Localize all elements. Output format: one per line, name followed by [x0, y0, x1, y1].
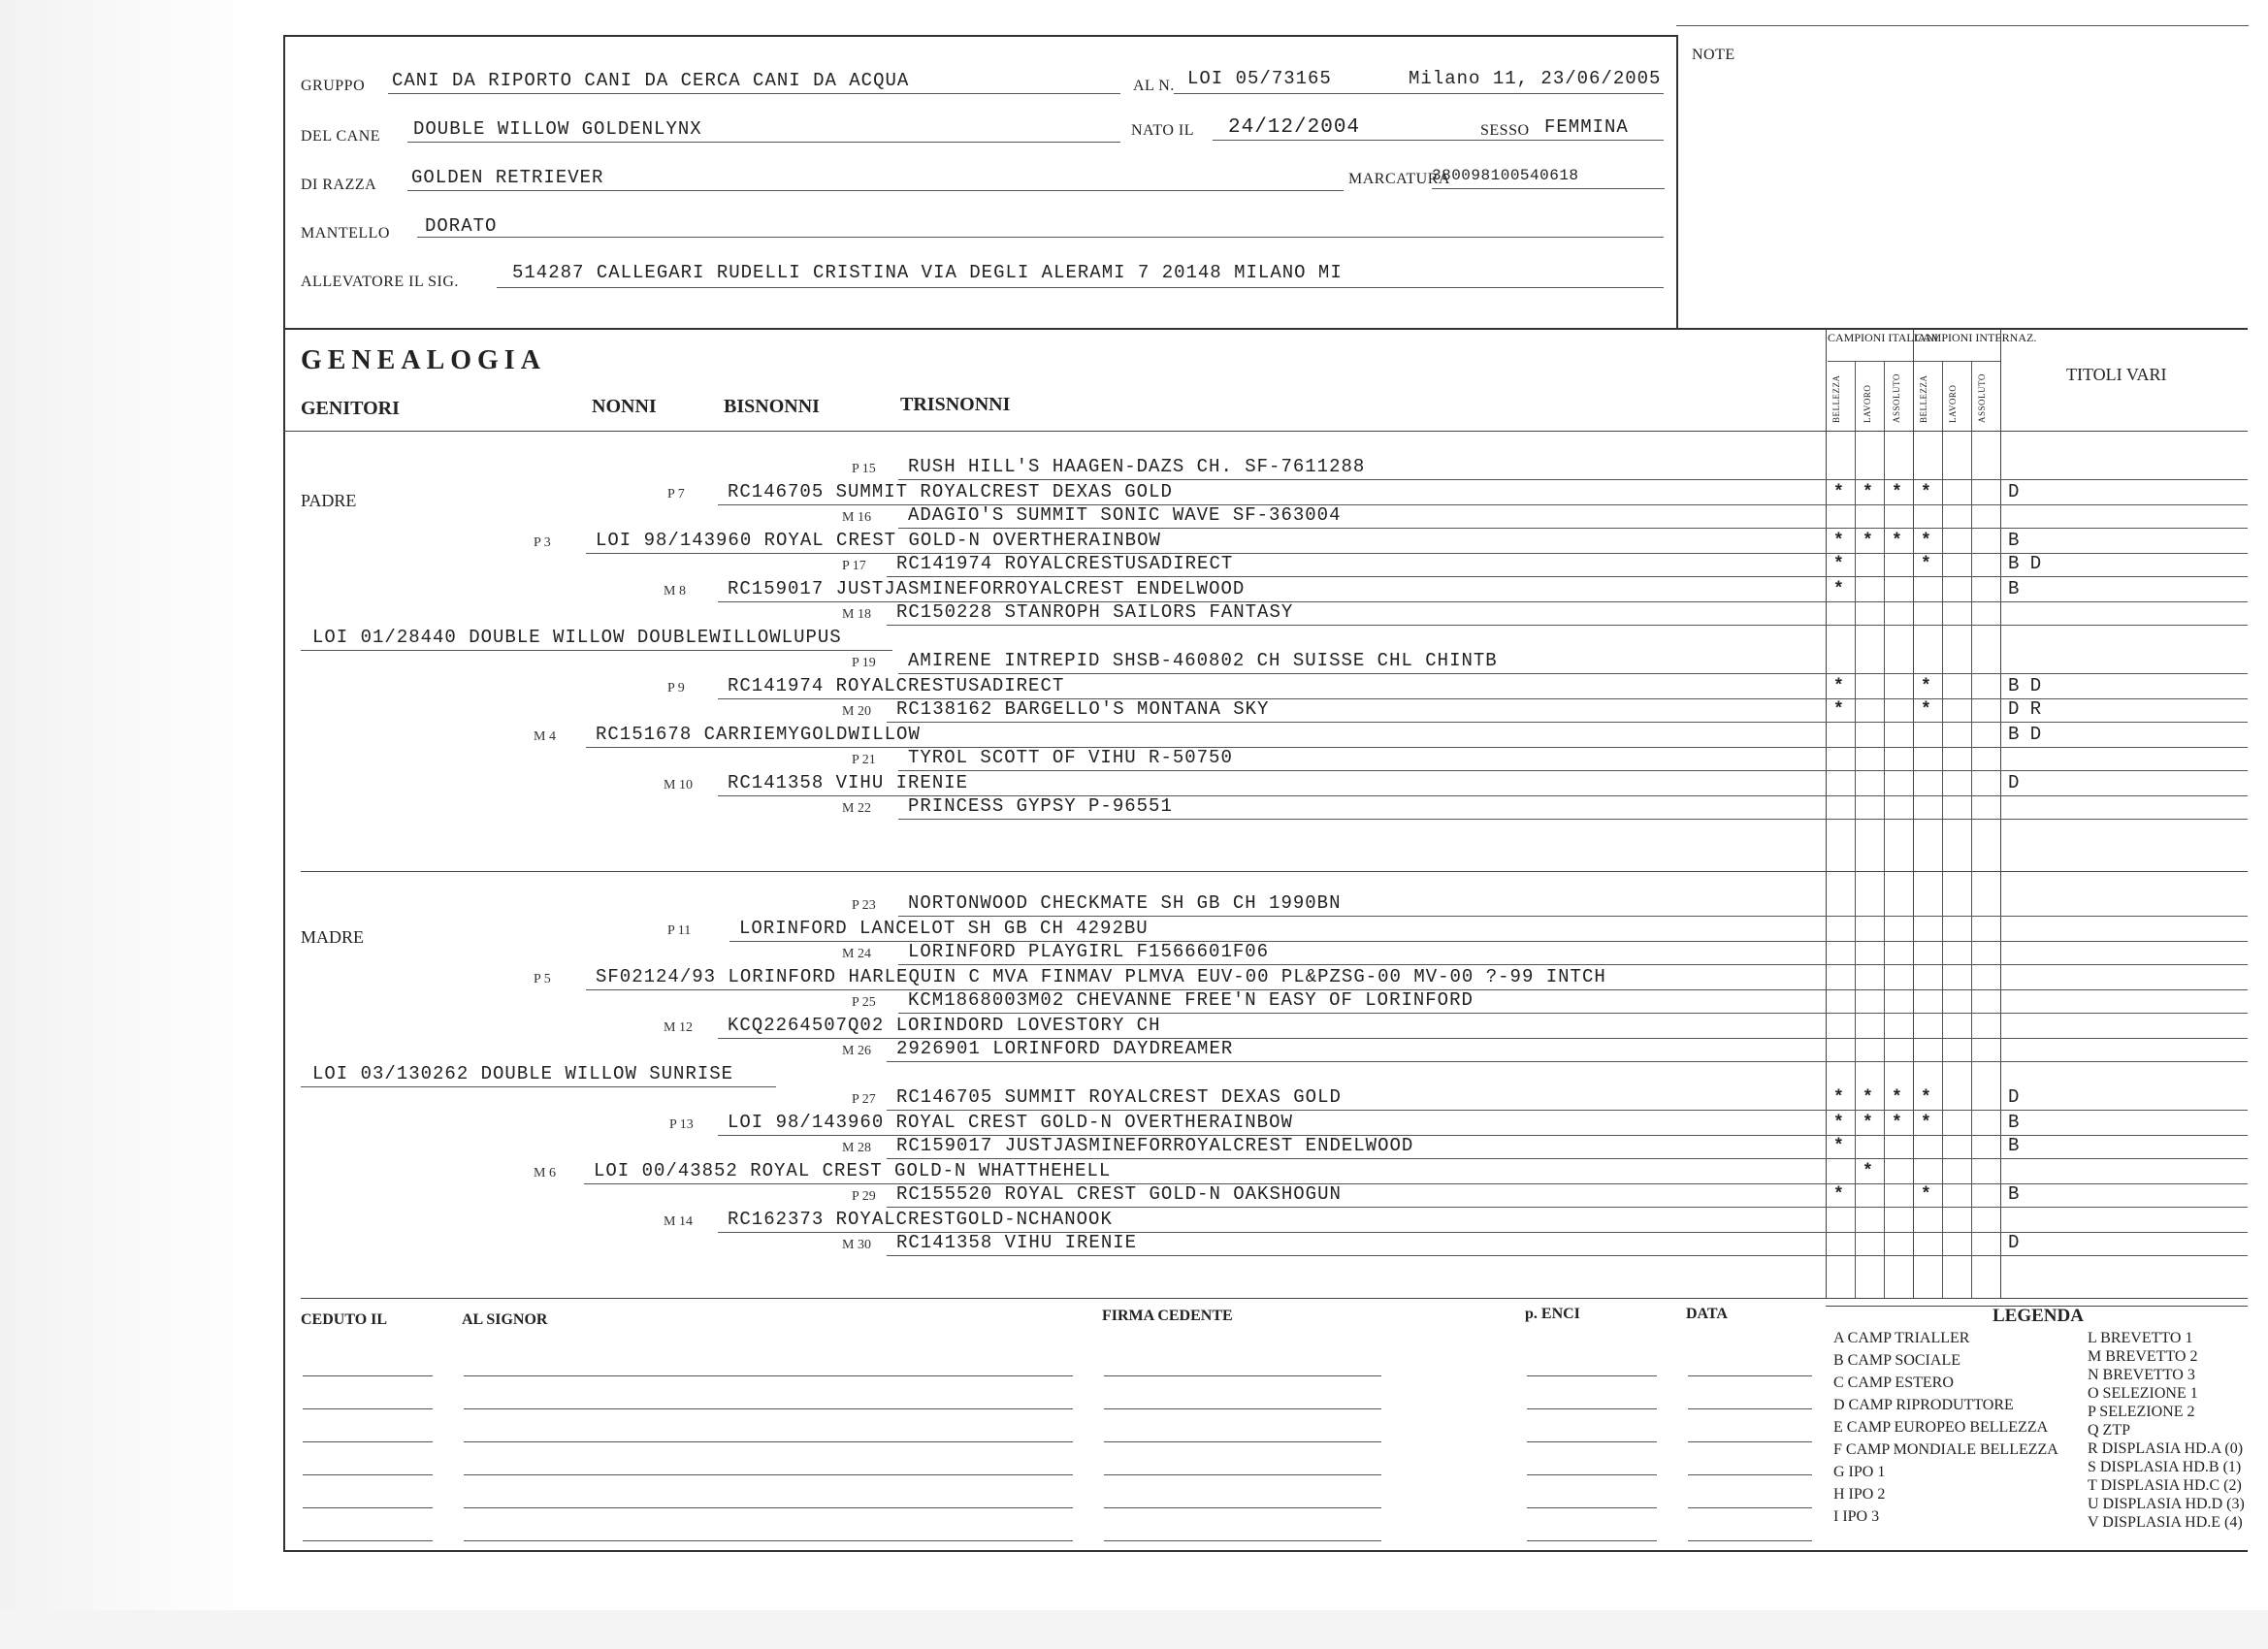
ancestor-tag: M 4	[534, 729, 556, 744]
champion-mark: *	[1833, 580, 1844, 599]
ancestor-tag: M 16	[842, 510, 871, 525]
signature-line	[303, 1507, 433, 1508]
nato-label: NATO IL	[1131, 122, 1194, 139]
ancestor-tag: P 21	[852, 753, 876, 767]
champion-mark: *	[1833, 532, 1844, 551]
ancestor-tag: M 28	[842, 1141, 871, 1155]
ancestor-name: RC141358 VIHU IRENIE	[896, 1232, 1138, 1253]
razza-label: DI RAZZA	[301, 177, 377, 193]
signature-line	[1527, 1474, 1657, 1475]
row-rule	[898, 770, 2248, 771]
row-rule	[887, 576, 2248, 577]
ancestor-name: RC155520 ROYAL CREST GOLD-N OAKSHOGUN	[896, 1183, 1342, 1205]
champion-mark: *	[1892, 483, 1902, 502]
col-int-assoluto: ASSOLUTO	[1977, 373, 1987, 423]
titoli-vari-value: D	[2008, 1086, 2020, 1108]
ancestor-name: 2926901 LORINFORD DAYDREAMER	[896, 1038, 1234, 1059]
scan-margin-shade	[0, 0, 272, 1649]
data-label: DATA	[1686, 1306, 1728, 1322]
ancestor-tag: M 20	[842, 704, 871, 719]
signature-line	[1104, 1375, 1381, 1376]
row-rule	[887, 1255, 2248, 1256]
ancestor-tag: P 9	[667, 681, 685, 695]
ancestor-name: RC141974 ROYALCRESTUSADIRECT	[728, 675, 1065, 696]
legend-item: R DISPLASIA HD.A (0)	[2088, 1440, 2244, 1457]
champion-mark: *	[1833, 1114, 1844, 1133]
signature-line	[1527, 1507, 1657, 1508]
legend-item: B CAMP SOCIALE	[1833, 1352, 1960, 1369]
row-rule	[887, 1061, 2248, 1062]
mantello-value: DORATO	[425, 215, 498, 237]
col-it-assoluto: ASSOLUTO	[1892, 373, 1901, 423]
ancestor-tag: P 3	[534, 535, 551, 550]
sesso-label: SESSO	[1480, 122, 1530, 139]
ancestor-name: LOI 98/143960 ROYAL CREST GOLD-N OVERTHERAINBOW	[728, 1112, 1293, 1133]
signature-line	[303, 1408, 433, 1409]
padre-label: PADRE	[301, 491, 357, 510]
ancestor-tag: M 14	[664, 1214, 693, 1229]
ancestor-tag: P 17	[842, 559, 866, 573]
signature-line	[1688, 1375, 1812, 1376]
champion-mark: *	[1833, 555, 1844, 574]
champion-mark: *	[1863, 1114, 1873, 1133]
ancestor-name: TYROL SCOTT OF VIHU R-50750	[908, 747, 1233, 768]
place-date: Milano 11, 23/06/2005	[1409, 68, 1662, 89]
legend-item: O SELEZIONE 1	[2088, 1385, 2198, 1402]
al-n-value: LOI 05/73165	[1187, 68, 1332, 89]
note-top	[1676, 25, 2249, 26]
cane-label: DEL CANE	[301, 128, 381, 145]
ancestor-name: PRINCESS GYPSY P-96551	[908, 795, 1173, 817]
signature-line	[1688, 1441, 1812, 1442]
signature-line	[464, 1507, 1073, 1508]
champion-mark: *	[1921, 532, 1931, 551]
padre-name: LOI 01/28440 DOUBLE WILLOW DOUBLEWILLOWLUPUS	[312, 627, 842, 648]
titoli-vari-value: D R	[2008, 698, 2042, 720]
signature-line	[1527, 1375, 1657, 1376]
row-rule	[887, 1207, 2248, 1208]
ancestor-tag: P 23	[852, 898, 876, 913]
champion-mark: *	[1833, 483, 1844, 502]
ancestor-name: SF02124/93 LORINFORD HARLEQUIN C MVA FINMAV PLMVA EUV-00 PL&PZSG-00 MV-00 ?-99 INTCH	[596, 966, 1606, 987]
col-it-bellezza: BELLEZZA	[1831, 374, 1841, 423]
scan-bottom-shade	[0, 1610, 2268, 1649]
signature-line	[464, 1540, 1073, 1541]
mantello-label: MANTELLO	[301, 225, 390, 242]
row-rule	[898, 819, 2248, 820]
col-bisnonni: BISNONNI	[724, 396, 820, 417]
titoli-vari-value: B	[2008, 1112, 2020, 1133]
titoli-vari-value: D	[2008, 1232, 2020, 1253]
signature-line	[303, 1474, 433, 1475]
ancestor-name: RC150228 STANROPH SAILORS FANTASY	[896, 601, 1294, 623]
frame-bottom	[283, 1550, 2248, 1552]
genealogy-bottom-rule	[301, 1298, 2248, 1299]
row-rule	[887, 625, 2248, 626]
titoli-vari-value: B D	[2008, 675, 2042, 696]
gruppo-value: CANI DA RIPORTO CANI DA CERCA CANI DA ACQUA	[392, 70, 910, 91]
legend-item: Q ZTP	[2088, 1422, 2130, 1439]
row-rule	[887, 1158, 2248, 1159]
champion-mark: *	[1833, 677, 1844, 696]
signature-line	[1104, 1540, 1381, 1541]
legend-item: A CAMP TRIALLER	[1833, 1330, 1970, 1346]
signature-line	[303, 1540, 433, 1541]
ancestor-tag: P 11	[667, 923, 692, 938]
row-rule	[586, 553, 2248, 554]
ancestor-name: KCM1868003M02 CHEVANNE FREE'N EASY OF LORINFORD	[908, 989, 1474, 1011]
champion-mark: *	[1921, 1114, 1931, 1133]
signature-line	[1688, 1540, 1812, 1541]
nato-value: 24/12/2004	[1228, 116, 1361, 139]
ancestor-name: RC138162 BARGELLO'S MONTANA SKY	[896, 698, 1270, 720]
col-int-bellezza: BELLEZZA	[1919, 374, 1928, 423]
legend-item: I IPO 3	[1833, 1508, 1880, 1525]
signature-line	[1527, 1540, 1657, 1541]
row-rule	[898, 673, 2248, 674]
al-n-label: AL N.	[1133, 78, 1175, 94]
p-enci-label: p. ENCI	[1525, 1306, 1580, 1322]
signature-line	[1104, 1441, 1381, 1442]
ancestor-tag: M 8	[664, 584, 686, 598]
ancestor-tag: M 24	[842, 947, 871, 961]
legend-item: F CAMP MONDIALE BELLEZZA	[1833, 1441, 2058, 1458]
legend-item: C CAMP ESTERO	[1833, 1374, 1954, 1391]
col-nonni: NONNI	[592, 396, 657, 417]
champion-mark: *	[1921, 555, 1931, 574]
champion-mark: *	[1921, 700, 1931, 720]
cane-value: DOUBLE WILLOW GOLDENLYNX	[413, 118, 702, 140]
col-trisnonni: TRISNONNI	[900, 394, 1011, 415]
row-rule	[898, 964, 2248, 965]
signature-line	[1527, 1408, 1657, 1409]
madre-label: MADRE	[301, 927, 365, 947]
signature-line	[1688, 1507, 1812, 1508]
titoli-vari-value: D	[2008, 481, 2020, 502]
ancestor-tag: P 29	[852, 1189, 876, 1204]
ancestor-tag: M 10	[664, 778, 693, 792]
madre-name: LOI 03/130262 DOUBLE WILLOW SUNRISE	[312, 1063, 734, 1084]
legend-item: D CAMP RIPRODUTTORE	[1833, 1397, 2014, 1413]
marcatura-value: 380098100540618	[1432, 167, 1579, 184]
ancestor-name: LORINFORD LANCELOT SH GB CH 4292BU	[739, 918, 1149, 939]
ancestor-name: ADAGIO'S SUMMIT SONIC WAVE SF-363004	[908, 504, 1342, 526]
champion-mark: *	[1892, 532, 1902, 551]
ancestor-tag: P 15	[852, 462, 876, 476]
header-bottom-rule	[283, 328, 2248, 330]
titoli-vari-value: B D	[2008, 724, 2042, 745]
ancestor-tag: P 19	[852, 656, 876, 670]
champion-mark: *	[1863, 483, 1873, 502]
row-rule	[898, 916, 2248, 917]
ancestor-tag: P 25	[852, 995, 876, 1010]
row-rule	[584, 1183, 2248, 1184]
ancestor-tag: M 26	[842, 1044, 871, 1058]
signature-line	[1527, 1441, 1657, 1442]
signature-line	[464, 1375, 1073, 1376]
champion-mark: *	[1892, 1088, 1902, 1108]
legend-item: T DISPLASIA HD.C (2)	[2088, 1477, 2242, 1494]
ancestor-name: NORTONWOOD CHECKMATE SH GB CH 1990BN	[908, 892, 1342, 914]
champion-mark: *	[1863, 532, 1873, 551]
signature-line	[1688, 1474, 1812, 1475]
ceduto-il-label: CEDUTO IL	[301, 1311, 388, 1328]
legend-item: U DISPLASIA HD.D (3)	[2088, 1496, 2245, 1512]
titoli-vari-header: TITOLI VARI	[2066, 365, 2167, 384]
signature-line	[1104, 1507, 1381, 1508]
allevatore-label: ALLEVATORE IL SIG.	[301, 274, 459, 290]
legend-item: L BREVETTO 1	[2088, 1330, 2193, 1346]
ancestor-name: RUSH HILL'S HAAGEN-DAZS CH. SF-7611288	[908, 456, 1366, 477]
legend-item: N BREVETTO 3	[2088, 1367, 2195, 1383]
champion-mark: *	[1863, 1162, 1873, 1181]
genealogy-title: GENEALOGIA	[301, 345, 546, 375]
ancestor-name: RC141974 ROYALCRESTUSADIRECT	[896, 553, 1234, 574]
note-divider	[1676, 35, 1678, 328]
col-int-lavoro: LAVORO	[1948, 384, 1958, 423]
legend-title: LEGENDA	[1993, 1306, 2084, 1326]
champion-mark: *	[1921, 483, 1931, 502]
signature-line	[1104, 1408, 1381, 1409]
titoli-vari-value: B D	[2008, 553, 2042, 574]
ancestor-tag: P 5	[534, 972, 551, 986]
razza-value: GOLDEN RETRIEVER	[411, 167, 604, 188]
legend-item: G IPO 1	[1833, 1464, 1886, 1480]
ancestor-tag: P 27	[852, 1092, 876, 1107]
ancestor-tag: M 22	[842, 801, 871, 816]
row-rule	[898, 528, 2248, 529]
signature-line	[464, 1474, 1073, 1475]
row-rule	[887, 1110, 2248, 1111]
legend-item: V DISPLASIA HD.E (4)	[2088, 1514, 2243, 1531]
firma-cedente-label: FIRMA CEDENTE	[1102, 1308, 1233, 1324]
col-it-lavoro: LAVORO	[1863, 384, 1872, 423]
titoli-vari-value: D	[2008, 772, 2020, 793]
champion-mark: *	[1833, 700, 1844, 720]
signature-line	[303, 1441, 433, 1442]
legend-item: H IPO 2	[1833, 1486, 1886, 1503]
champion-mark: *	[1833, 1185, 1844, 1205]
signature-line	[303, 1375, 433, 1376]
col-genitori: GENITORI	[301, 398, 400, 419]
gruppo-label: GRUPPO	[301, 78, 366, 94]
campioni-italiani-header: CAMPIONI ITALIANI	[1828, 331, 1939, 344]
ancestor-name: RC141358 VIHU IRENIE	[728, 772, 969, 793]
titoli-vari-value: B	[2008, 530, 2020, 551]
row-rule	[887, 722, 2248, 723]
signature-line	[1688, 1408, 1812, 1409]
signature-line	[464, 1408, 1073, 1409]
champion-mark: *	[1892, 1114, 1902, 1133]
legend-left-column	[1833, 1329, 2058, 1530]
marcatura-label: MARCATURA	[1348, 171, 1450, 187]
ancestor-name: AMIRENE INTREPID SHSB-460802 CH SUISSE CHL CHINTB	[908, 650, 1498, 671]
titoli-vari-value: B	[2008, 578, 2020, 599]
champion-mark: *	[1921, 1185, 1931, 1205]
campioni-internaz-header: CAMPIONI INTERNAZ.	[1915, 331, 2037, 344]
legend-item: M BREVETTO 2	[2088, 1348, 2198, 1365]
signature-line	[464, 1441, 1073, 1442]
champion-mark: *	[1833, 1088, 1844, 1108]
row-rule	[898, 1013, 2248, 1014]
ancestor-name: RC159017 JUSTJASMINEFORROYALCREST ENDELWOOD	[728, 578, 1246, 599]
ancestor-name: RC159017 JUSTJASMINEFORROYALCREST ENDELWOOD	[896, 1135, 1414, 1156]
ancestor-name: RC146705 SUMMIT ROYALCREST DEXAS GOLD	[728, 481, 1173, 502]
padre-madre-divider	[301, 871, 2248, 872]
titoli-vari-value: B	[2008, 1135, 2020, 1156]
ancestor-name: RC151678 CARRIEMYGOLDWILLOW	[596, 724, 921, 745]
ancestor-tag: M 6	[534, 1166, 556, 1180]
ancestor-tag: M 12	[664, 1020, 693, 1035]
ancestor-name: RC162373 ROYALCRESTGOLD-NCHANOOK	[728, 1209, 1113, 1230]
ancestor-name: LORINFORD PLAYGIRL F1566601F06	[908, 941, 1270, 962]
note-label: NOTE	[1692, 47, 1735, 63]
allevatore-value: 514287 CALLEGARI RUDELLI CRISTINA VIA DEGLI ALERAMI 7 20148 MILANO MI	[512, 262, 1343, 283]
champion-mark: *	[1833, 1137, 1844, 1156]
legend-item: E CAMP EUROPEO BELLEZZA	[1833, 1419, 2049, 1436]
sesso-value: FEMMINA	[1544, 116, 1629, 138]
champion-mark: *	[1863, 1088, 1873, 1108]
ancestor-name: RC146705 SUMMIT ROYALCREST DEXAS GOLD	[896, 1086, 1342, 1108]
frame-top	[283, 35, 1676, 37]
ancestor-name: LOI 00/43852 ROYAL CREST GOLD-N WHATTHEHELL	[594, 1160, 1112, 1181]
ancestor-tag: M 30	[842, 1238, 871, 1252]
al-signor-label: AL SIGNOR	[462, 1311, 548, 1328]
row-rule	[898, 479, 2248, 480]
ancestor-name: LOI 98/143960 ROYAL CREST GOLD-N OVERTHERAINBOW	[596, 530, 1161, 551]
ancestor-tag: P 13	[669, 1117, 694, 1132]
ancestor-name: KCQ2264507Q02 LORINDORD LOVESTORY CH	[728, 1015, 1161, 1036]
signature-line	[1104, 1474, 1381, 1475]
ancestor-tag: P 7	[667, 487, 685, 501]
titoli-vari-value: B	[2008, 1183, 2020, 1205]
row-rule	[586, 747, 2248, 748]
ancestor-tag: M 18	[842, 607, 871, 622]
champion-mark: *	[1921, 1088, 1931, 1108]
legend-right-column	[2088, 1329, 2245, 1532]
champion-mark: *	[1921, 677, 1931, 696]
legend-item: P SELEZIONE 2	[2088, 1404, 2195, 1420]
frame-left	[283, 35, 285, 1550]
legend-item: S DISPLASIA HD.B (1)	[2088, 1459, 2242, 1475]
